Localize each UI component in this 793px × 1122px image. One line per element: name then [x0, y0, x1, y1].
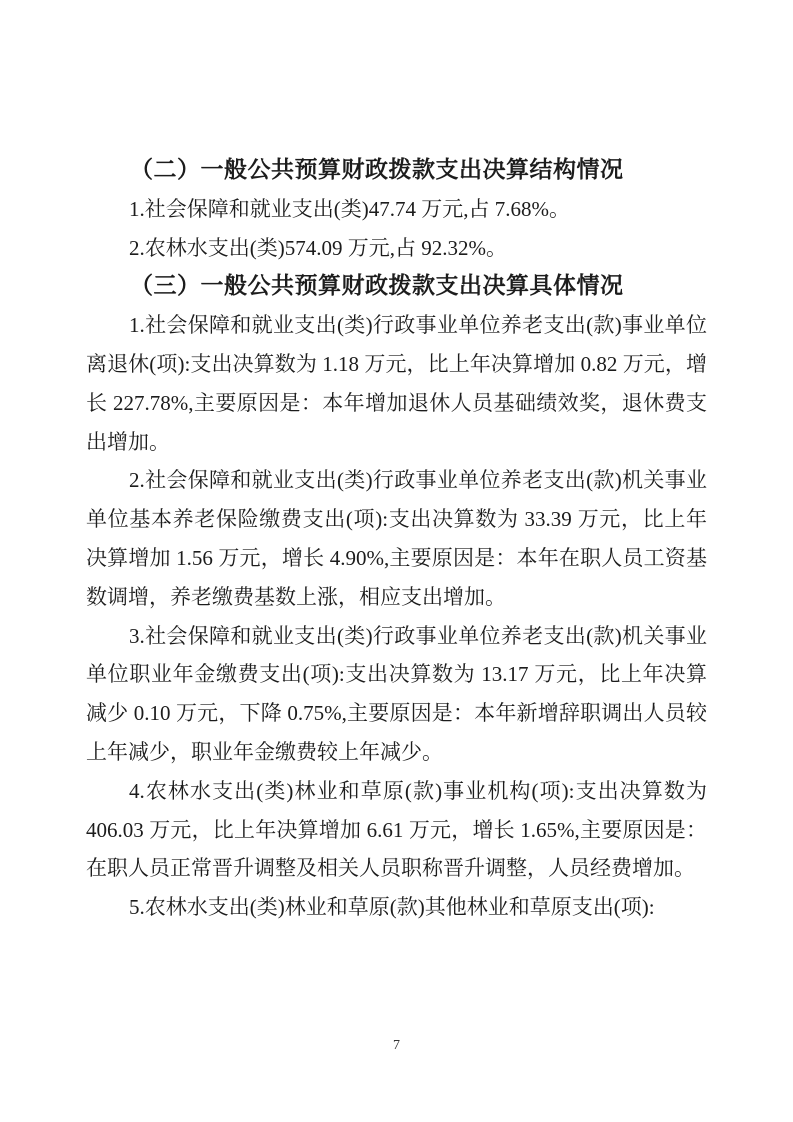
section-heading-details: （三）一般公共预算财政拨款支出决算具体情况 — [130, 273, 624, 299]
section-heading-structure: （二）一般公共预算财政拨款支出决算结构情况 — [130, 157, 624, 182]
page-number: 7 — [393, 1038, 400, 1053]
structure-item-social-security: 1.社会保障和就业支出(类)47.74 万元,占 7.68%。 — [129, 196, 570, 221]
detail-paragraph-3-occupational-annuity: 3.社会保障和就业支出(类)行政事业单位养老支出(款)机关事业单位职业年金缴费支出(项):支出决算数为 13.17 万元，比上年决算减少 0.10 万元，下降 0.75%,主要原因是：本年新增辞职调出人员较上年减少，职业年金缴费较上年减少。 — [86, 623, 707, 764]
detail-paragraph-2-basic-pension: 2.社会保障和就业支出(类)行政事业单位养老支出(款)机关事业单位基本养老保险缴费支出(项):支出决算数为 33.39 万元，比上年决算增加 1.56 万元，增长 4.90%,主要原因是：本年在职人员工资基数调增，养老缴费基数上涨，相应支出增加。 — [86, 468, 707, 609]
detail-paragraph-1-retirement: 1.社会保障和就业支出(类)行政事业单位养老支出(款)事业单位离退休(项):支出决算数为 1.18 万元，比上年决算增加 0.82 万元，增长 227.78%,主要原因是：本年增加退休人员基础绩效奖，退休费支出增加。 — [86, 313, 707, 454]
structure-item-agriculture-forestry-water: 2.农林水支出(类)574.09 万元,占 92.32%。 — [129, 235, 507, 260]
document-body — [86, 151, 707, 927]
page-footer — [0, 1036, 793, 1054]
detail-paragraph-4-forestry-institution: 4.农林水支出(类)林业和草原(款)事业机构(项):支出决算数为 406.03 万元，比上年决算增加 6.61 万元，增长 1.65%,主要原因是：在职人员正常晋升调整及相关人员职称晋升调整，人员经费增加。 — [86, 778, 707, 881]
detail-paragraph-5-other-forestry: 5.农林水支出(类)林业和草原(款)其他林业和草原支出(项): — [129, 895, 655, 920]
